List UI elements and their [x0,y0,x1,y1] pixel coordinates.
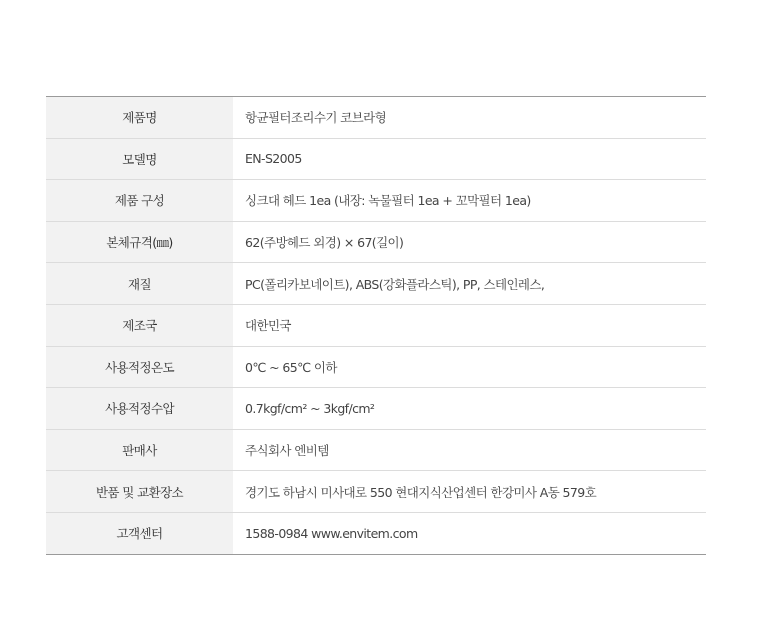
spec-value: 62(주방헤드 외경) × 67(길이) [233,221,706,263]
spec-value: 대한민국 [233,304,706,346]
spec-label: 제조국 [46,304,233,346]
spec-label: 판매사 [46,429,233,471]
spec-label: 재질 [46,263,233,305]
spec-label: 사용적정온도 [46,346,233,388]
spec-value: 0℃ ~ 65℃ 이하 [233,346,706,388]
spec-label: 본체규격(㎜) [46,221,233,263]
spec-value: PC(폴리카보네이트), ABS(강화플라스틱), PP, 스테인레스, [233,263,706,305]
spec-value: 주식회사 엔비템 [233,429,706,471]
table-row [46,512,706,554]
table-row [46,138,706,180]
table-row [46,263,706,305]
spec-label: 제품명 [46,97,233,139]
spec-value: 1588-0984 www.envitem.com [233,512,706,554]
spec-label: 제품 구성 [46,180,233,222]
spec-label: 고객센터 [46,512,233,554]
table-row [46,346,706,388]
table-row [46,180,706,222]
table-row [46,429,706,471]
table-row [46,97,706,139]
table-row [46,471,706,513]
spec-value: 싱크대 헤드 1ea (내장: 녹물필터 1ea + 꼬막필터 1ea) [233,180,706,222]
spec-value: 항균필터조리수기 코브라형 [233,97,706,139]
table-row [46,304,706,346]
table-row [46,388,706,430]
spec-value: 0.7kgf/cm² ~ 3kgf/cm² [233,388,706,430]
spec-label: 사용적정수압 [46,388,233,430]
spec-value: EN-S2005 [233,138,706,180]
spec-value: 경기도 하남시 미사대로 550 현대지식산업센터 한강미사 A동 579호 [233,471,706,513]
spec-label: 반품 및 교환장소 [46,471,233,513]
product-spec-table [46,96,706,555]
spec-label: 모델명 [46,138,233,180]
table-row [46,221,706,263]
